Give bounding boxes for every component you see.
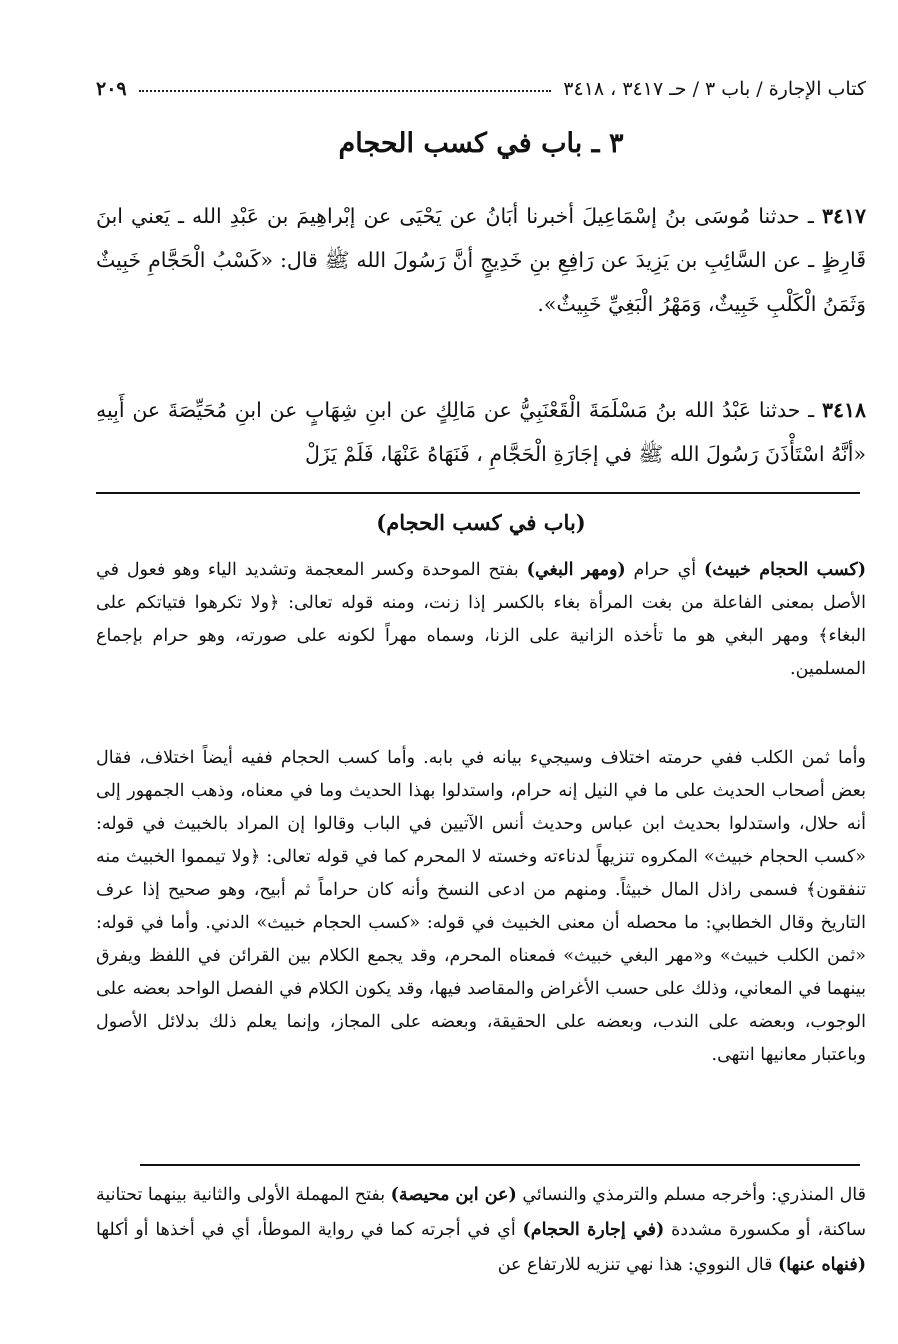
- hadith-3418: [96, 388, 866, 476]
- footnote: [96, 1178, 866, 1283]
- section-divider: [96, 492, 860, 494]
- footnote-divider: [140, 1164, 860, 1166]
- footnote-term: (عن ابن محيصة): [390, 1185, 517, 1205]
- commentary-text: بفتح الموحدة وكسر المعجمة وتشديد الياء وهو فعول في الأصل بمعنى الفاعلة من بغت المرأة بغاء بالكسر إذا زنت، ومنه قوله تعالى: ﴿ولا تكرهوا فتياتكم على البغاء﴾ ومهر البغي هو ما تأخذه الزانية على الزنا، وسماه مهراً لكونه على صورته، وهو حرام بإجماع المسلمين.: [96, 560, 866, 679]
- hadith-number: ٣٤١٧: [821, 204, 866, 228]
- footnote-term: (في إجارة الحجام): [522, 1220, 665, 1240]
- footnote-text: أي في أجرته كما في رواية الموطأ، أي في أخذها أو أكلها: [96, 1220, 523, 1240]
- commentary-title: (باب في كسب الحجام): [376, 510, 586, 535]
- footnote-text: قال المنذري: وأخرجه مسلم والترمذي والنسائي: [516, 1185, 866, 1205]
- running-header: [96, 74, 866, 104]
- commentary-term: (ومهر البغي): [526, 560, 626, 580]
- footnote-text: قال النووي: هذا نهي تنزيه للارتفاع عن: [497, 1255, 778, 1275]
- book-reference: كتاب الإجارة / باب ٣ / حـ ٣٤١٧ ، ٣٤١٨: [563, 78, 866, 100]
- commentary-text: أي حرام: [625, 560, 705, 580]
- footnote-text: بفتح المهملة الأولى والثانية بينهما تحتانية ساكنة، أو مكسورة مشددة: [96, 1185, 866, 1240]
- hadith-3417: [96, 194, 866, 326]
- commentary-paragraph-1: [96, 554, 866, 686]
- leader-dots: [139, 78, 552, 92]
- commentary-term: (كسب الحجام خبيث): [704, 560, 867, 580]
- hadith-text: ـ حدثنا مُوسَى بنُ إسْمَاعِيلَ أخبرنا أبَانُ عن يَحْيَى عن إبْراهِيمَ بن عَبْدِ الله ـ يَعني ابنَ قَارِظٍ ـ عن السَّائِبِ بن يَزِيدَ عن رَافِعِ بنِ خَدِيجٍ أنَّ رَسُولَ الله ﷺ قال: «كَسْبُ الْحَجَّامِ خَبِيثٌ وَثَمَنُ الْكَلْبِ خَبِيثٌ، وَمَهْرُ الْبَغِيِّ خَبِيثٌ».: [96, 204, 866, 316]
- page-number: ٢٠٩: [96, 78, 127, 100]
- commentary-paragraph-2: وأما ثمن الكلب ففي حرمته اختلاف وسيجيء بيانه في بابه. وأما كسب الحجام ففيه أيضاً اختلاف، فقال بعض أصحاب الحديث على ما في النيل إنه حرام، واستدلوا بهذا الحديث وما في معناه، وذهب الجمهور إلى أنه حلال، واستدلوا بحديث ابن عباس وحديث أنس الآتيين في الباب وقالوا إن المراد بالخبيث في قوله: «كسب الحجام خبيث» المكروه تنزيهاً لدناءته وخسته لا المحرم كما في قوله تعالى: ﴿ولا تيمموا الخبيث منه تنفقون﴾ فسمى راذل المال خبيثاً. ومنهم من ادعى النسخ وأنه كان حراماً ثم أبيح، وهو صحيح إذا عرف التاريخ وقال الخطابي: ما محصله أن معنى الخبيث في قوله: «كسب الحجام خبيث» الدني. وأما في قوله: «ثمن الكلب خبيث» و«مهر البغي خبيث» فمعناه المحرم، وقد يجمع الكلام بين القرائن في اللفظ ويفرق بينهما في المعاني، وذلك على حسب الأغراض والمقاصد فيها، وقد يكون الكلام في الفصل الواحد بعضه على الوجوب، وبعضه على الندب، وبعضه على الحقيقة، وبعضه على المجاز، وإنما يعلم ذلك بدلائل الأصول وباعتبار معانيها انتهى.: [96, 748, 866, 1065]
- hadith-text: ـ حدثنا عَبْدُ الله بنُ مَسْلَمَةَ الْقَعْنَبِيُّ عن مَالِكٍ عن ابنِ شِهَابٍ عن ابنِ مُحَيِّصَةَ عن أَبِيهِ «أنَّهُ اسْتَأْذَنَ رَسُولَ الله ﷺ في إجَارَةِ الْحَجَّامِ ، فَنَهَاهُ عَنْهَا، فَلَمْ يَزَلْ: [96, 398, 866, 466]
- footnote-term: (فنهاه عنها): [778, 1255, 866, 1275]
- hadith-number: ٣٤١٨: [821, 398, 866, 422]
- chapter-title: ٣ ـ باب في كسب الحجام: [338, 128, 624, 159]
